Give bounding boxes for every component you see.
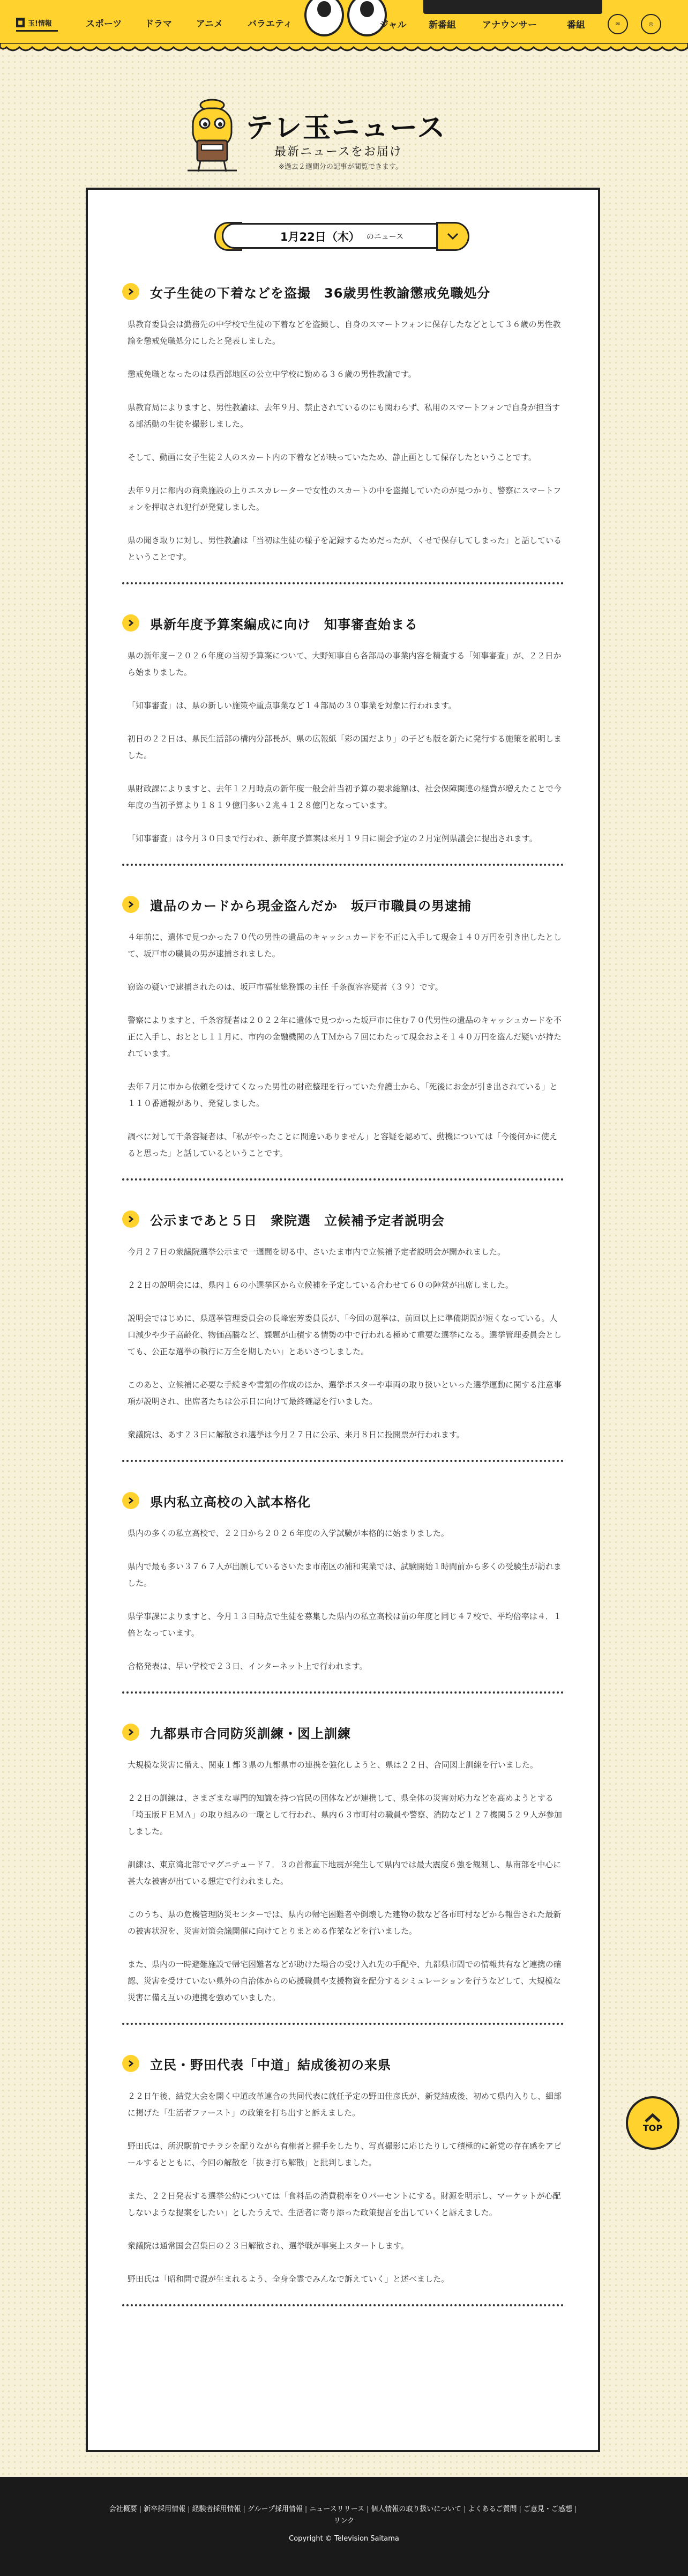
footer-separator: | — [188, 2505, 190, 2513]
chevron-right-icon — [122, 2055, 139, 2072]
date-pill-text — [214, 222, 469, 251]
article-paragraph: ２２日の訓練は、さまざまな専門的知識を持つ官民の団体などが連携して、県全体の災害対応力などを高めようとする「埼玉版ＦＥＭＡ」の取り組みの一環として行われ、県内６３市町村の職員や警察、消防など１２７機関５２９人が参加しました。 — [128, 1793, 562, 1836]
site-logo[interactable] — [16, 15, 58, 32]
nav-item-drama[interactable]: ドラマ — [145, 19, 172, 29]
footer-links — [105, 2504, 583, 2527]
mail-icon[interactable]: ✉ — [608, 14, 628, 34]
chevron-right-icon — [122, 1211, 139, 1228]
article-paragraph: 訓練は、東京湾北部でマグニチュード７．３の首都直下地震が発生して県内では最大震度６強を観測し、県南部を中心に甚大な被害が出ている想定で行われました。 — [128, 1860, 562, 1886]
article — [122, 1208, 564, 1462]
article-paragraph: 大規模な災害に備え、関東１都３県の九都県市の連携を強化しようと、県は２２日、合同図上訓練を行いました。 — [128, 1760, 538, 1770]
article-divider — [122, 1178, 564, 1181]
article-paragraph: ２２日午後、結党大会を開く中道改革連合の共同代表に就任予定の野田佳彦氏が、新党結成後、初めて県内入りし、細部に掲げた「生活者ファースト」の政策を打ち出すと訴えました。 — [128, 2091, 562, 2118]
nav-item-variety[interactable]: バラエティ — [248, 19, 293, 29]
footer-separator: | — [243, 2505, 245, 2513]
article-paragraph: 県内の多くの私立高校で、２２日から２０２６年度の入学試験が本格的に始まりました。 — [128, 1528, 449, 1538]
article-body — [122, 648, 564, 847]
chevron-up-icon — [644, 2113, 661, 2123]
article-header — [122, 894, 564, 915]
article-paragraph: 県財政課によりますと、去年１２月時点の新年度一般会計当初予算の要求総額は、社会保障関連の経費が増えたことで今年度の当初予算より１８１９億円多い２兆４１２８億円となっています。 — [128, 784, 562, 810]
article-header — [122, 2053, 564, 2074]
back-to-top-label: TOP — [642, 2122, 663, 2133]
article-title: 九都県市合同防災訓練・図上訓練 — [150, 1726, 351, 1741]
chevron-right-icon — [122, 1724, 139, 1741]
footer-separator: | — [574, 2505, 577, 2513]
page-title: テレ玉ニュース — [245, 112, 446, 144]
article-title: 公示まであと５日 衆院選 立候補予定者説明会 — [150, 1213, 445, 1228]
article-paragraph: ２２日の説明会には、県内１６の小選挙区から立候補を予定している合わせて６０の陣営が出席しました。 — [128, 1280, 514, 1290]
footer-link[interactable]: リンク — [333, 2517, 355, 2525]
header-scallop-edge — [0, 43, 688, 56]
footer-link[interactable]: よくあるご質問 — [468, 2505, 517, 2513]
footer-link[interactable]: ご意見・ご感想 — [523, 2505, 572, 2513]
article-paragraph: 懲戒免職となったのは県西部地区の公立中学校に勤める３６歳の男性教諭です。 — [128, 369, 416, 379]
article-paragraph: 調べに対して千条容疑者は、「私がやったことに間違いありません」と容疑を認めて、動機については「今後何かに使えると思った」と話しているということです。 — [128, 1132, 557, 1158]
article-paragraph: このうち、県の危機管理防災センターでは、県内の帰宅困難者や倒壊した建物の数など各市町村などから報告された最新の被害状況を、災害対策会議開催に向けてとりまとめる作業などを行いました。 — [128, 1910, 562, 1936]
site-footer — [0, 2477, 688, 2576]
article-paragraph: 野田氏は、所沢駅前でチラシを配りながら有権者と握手をしたり、写真撮影に応じたりして積極的に新党の存在感をアピールするとともに、今回の解散を「抜き打ち解散」と批判しました。 — [128, 2141, 562, 2167]
nav-item-sports[interactable]: スポーツ — [86, 19, 122, 29]
article-paragraph: 「知事審査」は今月３０日まで行われ、新年度予算案は来月１９日に開会予定の２月定例県議会に提出されます。 — [128, 834, 537, 843]
footer-link[interactable]: 経験者採用情報 — [192, 2505, 241, 2513]
chevron-right-icon — [122, 896, 139, 913]
article-body — [122, 1244, 564, 1443]
article — [122, 281, 564, 584]
footer-link[interactable]: グループ採用情報 — [247, 2505, 303, 2513]
article-paragraph: 去年７月に市から依頼を受けてくなった男性の財産整理を行っていた弁護士から、「死後にお金が引き出されている」と１１０番通報があり、発覚しました。 — [128, 1082, 558, 1108]
article-title: 女子生徒の下着などを盗撮 36歳男性教諭懲戒免職処分 — [150, 285, 491, 301]
header-black-tab — [423, 0, 602, 14]
article-paragraph: 窃盗の疑いで逮捕されたのは、坂戸市福祉総務課の主任 千条復容容疑者（３９）です。 — [128, 982, 443, 992]
article-paragraph: 県教育局によりますと、男性教諭は、去年９月、禁止されているのにも関わらず、私用のスマートフォンで自身が担当する部活動の生徒を撮影しました。 — [128, 403, 560, 429]
nav-item-genre[interactable]: ジャル — [379, 20, 407, 31]
article-paragraph: 「知事審査」は、県の新しい施策や重点事業など１４部局の３０事業を対象に行われます。 — [128, 701, 457, 710]
footer-separator: | — [304, 2505, 308, 2513]
logo-text: 玉!情報 — [28, 19, 52, 28]
article-paragraph: 去年９月に都内の商業施設の上りエスカレーターで女性のスカートの中を盗撮していたのが見つかり、警察にスマートフォンを押収され犯行が発覚しました。 — [128, 486, 562, 512]
article-paragraph: 今月２７日の衆議院選挙公示まで一週間を切る中、さいたま市内で立候補予定者説明会が開かれました。 — [128, 1247, 506, 1257]
date-suffix: のニュース — [366, 233, 404, 241]
article-divider — [122, 2304, 564, 2306]
date-selector[interactable] — [214, 222, 469, 251]
article-title: 立民・野田代表「中道」結成後初の来県 — [150, 2057, 391, 2073]
nav-item-programs[interactable]: 番組 — [567, 20, 585, 31]
article-paragraph: ４年前に、遺体で見つかった７０代の男性の遺品のキャッシュカードを不正に入手して現金１４０万円を引き出したとして、坂戸市の職員の男が逮捕されました。 — [128, 932, 562, 959]
article-body — [122, 316, 564, 566]
article-paragraph: 説明会ではじめに、県選挙管理委員会の長峰宏芳委員長が、「今回の選挙は、前回以上に準備期間が短くなっている。人口減少や少子高齢化、物価高騰など、課題が山積する情勢の中で行われる極めて重要な選挙になる。選挙管理委員会としても、公正な選挙の執行に万全を期したい」とあいさつしました。 — [128, 1313, 562, 1356]
footer-link[interactable]: 新卒採用情報 — [144, 2505, 186, 2513]
article-body — [122, 929, 564, 1162]
mascot-character-icon — [184, 90, 240, 176]
article-list — [122, 281, 564, 2334]
article — [122, 1490, 564, 1694]
article-paragraph: 県学事課によりますと、今月１３日時点で生徒を募集した県内の私立高校は前の年度と同じ４７校で、平均倍率は４．１倍となっています。 — [128, 1612, 562, 1638]
nav-item-anime[interactable]: アニメ — [196, 19, 223, 29]
footer-separator: | — [139, 2505, 142, 2513]
chevron-right-icon — [122, 1492, 139, 1509]
instagram-icon[interactable]: ◎ — [641, 14, 661, 34]
article-paragraph: 県の聞き取りに対し、男性教諭は「当初は生徒の様子を記録するためだったが、くせで保存してしまった」と話しているということです。 — [128, 536, 562, 562]
article-divider — [122, 1460, 564, 1462]
nav-item-announcers[interactable]: アナウンサー — [482, 20, 537, 31]
page-subtitle: 最新ニュースをお届け — [274, 145, 402, 159]
article-divider — [122, 582, 564, 584]
article-paragraph: 県の新年度－２０２６年度の当初予算案について、大野知事自ら各部局の事業内容を精査する「知事審査」が、２２日から始まりました。 — [128, 651, 562, 677]
article-body — [122, 2088, 564, 2288]
article-body — [122, 1525, 564, 1675]
article-title: 県内私立高校の入試本格化 — [150, 1494, 311, 1510]
article-paragraph: 合格発表は、早い学校で２３日、インターネット上で行われます。 — [128, 1661, 368, 1671]
logo-mark-icon: ■ — [16, 18, 25, 27]
article-header — [122, 612, 564, 634]
archive-note: ※過去２週間分の記事が閲覧できます。 — [279, 163, 402, 171]
article-paragraph: 初日の２２日は、県民生活部の構内分部長が、県の広報紙「彩の国だより」の子ども版を新たに発行する施策を説明しました。 — [128, 734, 562, 760]
article — [122, 612, 564, 866]
site-header — [0, 0, 688, 73]
article-paragraph: このあと、立候補に必要な手続きや書類の作成のほか、選挙ポスターや車両の取り扱いといった選挙運動に関する注意事項が説明され、出席者たちは公示日に向けて最終確認を行いました。 — [128, 1380, 562, 1406]
copyright: Copyright © Television Saitama — [289, 2535, 399, 2543]
article-paragraph: また、２２日発表する選挙公約については「食料品の消費税率を０パーセントにする。財源を明示し、マーケットが心配しないような提案をしたい」としたうえで、生活者に寄り添った政策提言を出していくと訴えました。 — [128, 2191, 561, 2217]
footer-separator: | — [366, 2505, 369, 2513]
article-body — [122, 1757, 564, 2006]
article-divider — [122, 2023, 564, 2025]
article-header — [122, 1721, 564, 1743]
article-paragraph: 衆議院は通常国会召集日の２３日解散され、選挙戦が事実上スタートします。 — [128, 2241, 409, 2251]
article-divider — [122, 1691, 564, 1694]
article-divider — [122, 864, 564, 866]
footer-link[interactable]: 会社概要 — [109, 2505, 137, 2513]
article-paragraph: 衆議院は、あす２３日に解散され選挙は今月２７日に公示、来月８日に投開票が行われます。 — [128, 1430, 465, 1439]
article — [122, 894, 564, 1181]
article — [122, 2053, 564, 2306]
article-paragraph: また、県内の一時避難施設で帰宅困難者などが助けた場合の受け入れ先の手配や、九都県市間での情報共有など連携の確認、災害を受けていない県外の自治体からの応援職員や支援物資を配分するシミュレーションを行うなどして、大規模な災害に備え互いの連携を強めていました。 — [128, 1959, 562, 2002]
footer-link[interactable]: ニュースリリース — [309, 2505, 364, 2513]
article-title: 遺品のカードから現金盗んだか 坂戸市職員の男逮捕 — [150, 898, 472, 914]
article — [122, 1721, 564, 2025]
selected-date: 1月22日（木） — [280, 231, 360, 243]
article-paragraph: そして、動画に女子生徒２人のスカート内の下着などが映っていたため、静止画として保存したということです。 — [128, 452, 536, 462]
chevron-right-icon — [122, 283, 139, 300]
article-header — [122, 1208, 564, 1230]
back-to-top-button[interactable] — [626, 2096, 679, 2150]
chevron-right-icon — [122, 614, 139, 632]
footer-link[interactable]: 個人情報の取り扱いについて — [371, 2505, 462, 2513]
article-header — [122, 1490, 564, 1511]
mascot-eyes-icon — [304, 0, 385, 36]
footer-separator: | — [519, 2505, 521, 2513]
article-paragraph: 県教育委員会は勤務先の中学校で生徒の下着などを盗撮し、自身のスマートフォンに保存したなどとして３６歳の男性教諭を懲戒免職処分にしたと発表しました。 — [128, 320, 561, 346]
article-title: 県新年度予算案編成に向け 知事審査始まる — [150, 617, 418, 632]
footer-separator: | — [463, 2505, 466, 2513]
nav-item-new-programs[interactable]: 新番組 — [429, 20, 456, 31]
article-paragraph: 県内で最も多い３７６７人が出願しているさいたま市南区の浦和実業では、試験開始１時間前から多くの受験生が訪れました。 — [128, 1562, 562, 1588]
article-paragraph: 野田氏は「昭和問で混が生まれるよう、全身全霊でみんなで訴えていく」と述べました。 — [128, 2274, 450, 2284]
article-paragraph: 警察によりますと、千条容疑者は２０２２年に遺体で見つかった坂戸市に住む７０代男性の遺品のキャッシュカードを不正に入手し、おととし１１月に、市内の金融機関のＡＴＭから７回にわたって現金およそ１４０万円を盗んだ疑いが持たれています。 — [128, 1015, 562, 1058]
article-header — [122, 281, 564, 302]
news-card — [86, 188, 600, 2452]
